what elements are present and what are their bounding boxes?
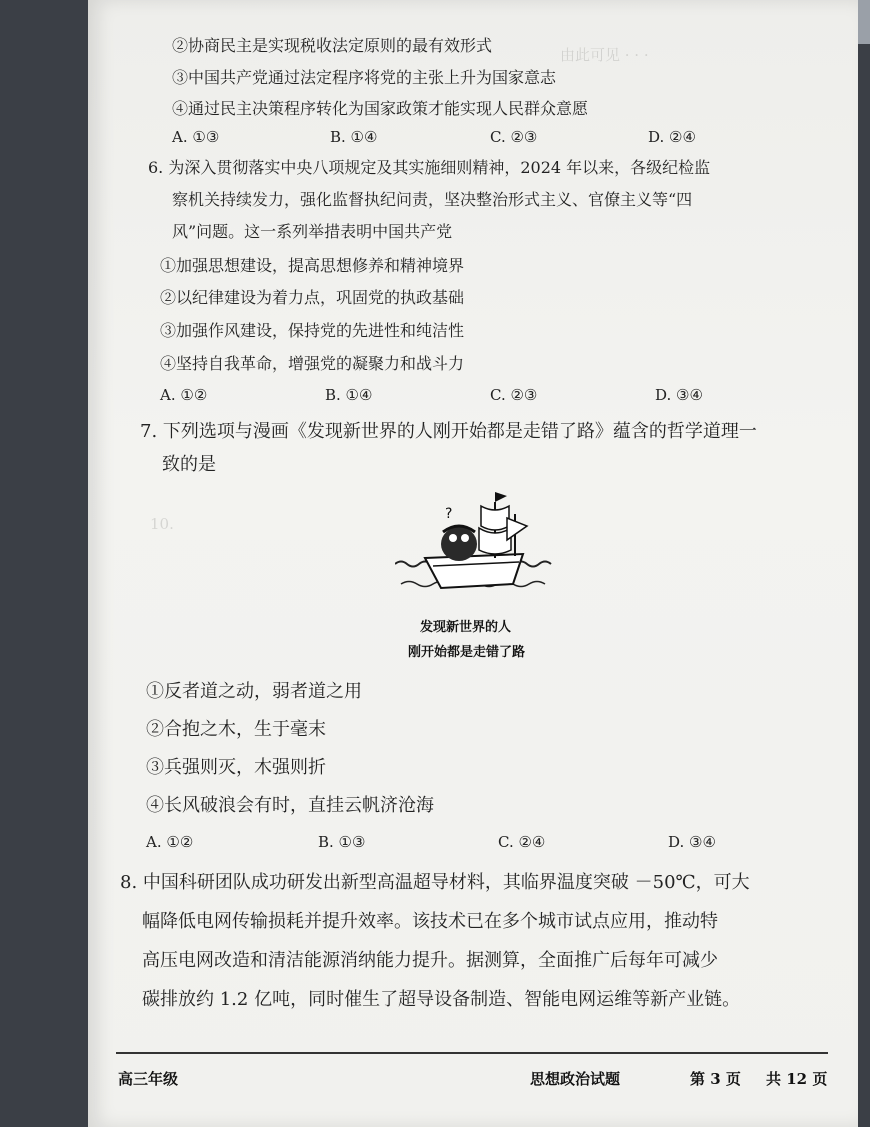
- bleed-through-text: 由此可见 · · ·: [560, 46, 649, 64]
- q5-option-d: D. ②④: [648, 128, 696, 146]
- q7-statement-4: ④长风破浪会有时，直挂云帆济沧海: [146, 795, 434, 816]
- footer-subject: 思想政治试题: [530, 1070, 621, 1088]
- q8-line-1: 8. 中国科研团队成功研发出新型高温超导材料，其临界温度突破 －50℃，可大: [120, 872, 750, 893]
- q8-line-2: 幅降低电网传输损耗并提升效率。该技术已在多个城市试点应用，推动特: [142, 911, 718, 932]
- q7-option-c: C. ②④: [498, 833, 546, 851]
- cartoon-ship-illustration: [395, 492, 563, 662]
- q6-stem-line-2: 察机关持续发力，强化监督执纪问责，坚决整治形式主义、官僚主义等“四: [172, 190, 693, 209]
- q7-option-d: D. ③④: [668, 833, 716, 851]
- q5-statement-3: ③中国共产党通过法定程序将党的主张上升为国家意志: [172, 68, 557, 87]
- q6-stem-line-1: 6. 为深入贯彻落实中央八项规定及其实施细则精神，2024 年以来，各级纪检监: [148, 158, 711, 177]
- q7-stem-line-1: 7. 下列选项与漫画《发现新世界的人刚开始都是走错了路》蕴含的哲学道理一: [140, 421, 757, 442]
- q6-statement-1: ①加强思想建设，提高思想修养和精神境界: [160, 256, 465, 275]
- binder-clip: [858, 0, 870, 44]
- footer-divider: [116, 1052, 828, 1054]
- q8-line-4: 碳排放约 1.2 亿吨，同时催生了超导设备制造、智能电网运维等新产业链。: [142, 989, 741, 1010]
- q6-option-b: B. ①④: [325, 386, 373, 404]
- svg-text:?: ?: [445, 506, 453, 522]
- q7-option-b: B. ①③: [318, 833, 366, 851]
- footer-grade: 高三年级: [118, 1070, 179, 1088]
- q5-option-c: C. ②③: [490, 128, 538, 146]
- q6-option-d: D. ③④: [655, 386, 703, 404]
- cartoon-caption-line-2: 刚开始都是走错了路: [408, 645, 526, 660]
- footer-page-number: 第 3 页: [690, 1070, 741, 1088]
- q7-statement-2: ②合抱之木，生于毫末: [146, 719, 326, 740]
- footer-total-pages: 共 12 页: [766, 1070, 828, 1088]
- q6-statement-4: ④坚持自我革命，增强党的凝聚力和战斗力: [160, 354, 465, 373]
- q7-statement-1: ①反者道之动，弱者道之用: [146, 681, 362, 702]
- q8-line-3: 高压电网改造和清洁能源消纳能力提升。据测算，全面推广后每年可减少: [142, 950, 718, 971]
- q5-statement-2: ②协商民主是实现税收法定原则的最有效形式: [172, 36, 493, 55]
- q6-option-c: C. ②③: [490, 386, 538, 404]
- q6-option-a: A. ①②: [160, 386, 208, 404]
- q6-stem-line-3: 风”问题。这一系列举措表明中国共产党: [172, 222, 453, 241]
- q6-statement-3: ③加强作风建设，保持党的先进性和纯洁性: [160, 321, 465, 340]
- q7-option-a: A. ①②: [146, 833, 194, 851]
- bleed-through-text: 10.: [150, 515, 174, 533]
- q6-statement-2: ②以纪律建设为着力点，巩固党的执政基础: [160, 288, 465, 307]
- q7-statement-3: ③兵强则灭，木强则折: [146, 757, 326, 778]
- q7-stem-line-2: 致的是: [162, 454, 216, 475]
- q5-option-b: B. ①④: [330, 128, 378, 146]
- cartoon-caption-line-1: 发现新世界的人: [420, 620, 512, 635]
- q5-statement-4: ④通过民主决策程序转化为国家政策才能实现人民群众意愿: [172, 99, 589, 118]
- q5-option-a: A. ①③: [172, 128, 220, 146]
